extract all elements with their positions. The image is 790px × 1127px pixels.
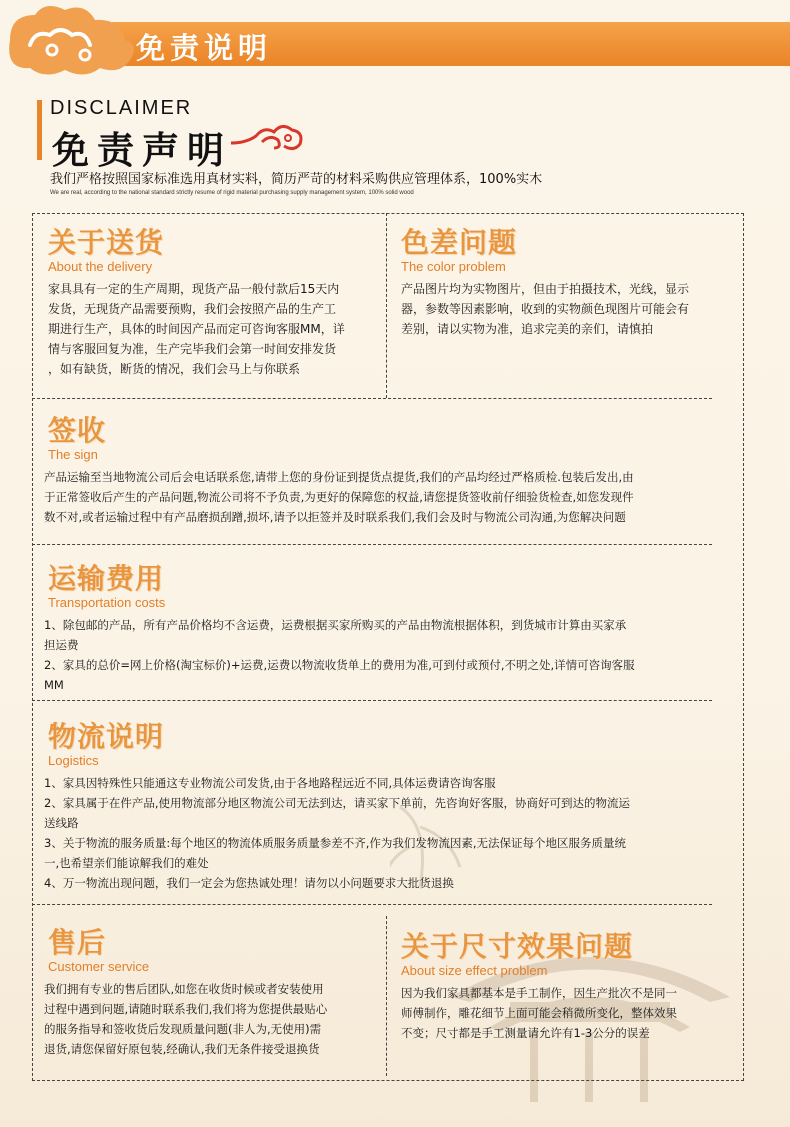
section-subtitle: Transportation costs (48, 595, 166, 610)
divider-h1 (32, 398, 712, 399)
cloud-swirl-icon (226, 118, 306, 158)
body-line: 我们拥有专业的售后团队,如您在收货时候或者安装使用 (44, 982, 324, 996)
body-line: MM (44, 678, 64, 692)
section-color (401, 226, 737, 339)
body-line: 期进行生产，具体的时间因产品而定可咨询客服MM，详 (48, 322, 345, 336)
divider-h3 (32, 700, 712, 701)
section-body (401, 279, 737, 339)
section-title: 签收 (48, 414, 107, 447)
body-line: 发货，无现货产品需要预购，我们会按照产品的生产工 (48, 302, 337, 316)
section-service (44, 926, 383, 1059)
section-title: 售后 (48, 926, 107, 959)
body-line: 产品图片均为实物图片，但由于拍摄技术，光线，显示 (401, 282, 690, 296)
body-line: 送线路 (44, 816, 79, 830)
header-description: 我们严格按照国家标准选用真材实料，简历严苛的材料采购供应管理体系，100%实木 (50, 172, 543, 187)
body-line: 因为我们家具都基本是手工制作，因生产批次不是同一 (401, 986, 677, 1000)
section-title: 关于尺寸效果问题 (401, 930, 634, 963)
body-line: 1、除包邮的产品，所有产品价格均不含运费，运费根据买家所购买的产品由物流根据体积，到货城市计算由买家承 (44, 618, 627, 632)
body-line: 师傅制作，雕花细节上面可能会稍微所变化，整体效果 (401, 1006, 677, 1020)
section-delivery (48, 226, 383, 379)
section-body (401, 983, 737, 1043)
body-line: 2、家具的总价=网上价格(淘宝标价)+运费,运费以物流收货单上的费用为准,可到付或预付,不明之处,详情可咨询客服 (44, 658, 635, 672)
section-body (44, 467, 738, 527)
body-line: ，如有缺货，断货的情况，我们会马上与你联系 (48, 362, 301, 376)
body-line: 退货,请您保留好原包装,经确认,我们无条件接受退换货 (44, 1042, 320, 1056)
section-subtitle: About size effect problem (401, 963, 548, 978)
body-line: 一,也希望亲们能谅解我们的难处 (44, 856, 209, 870)
section-subtitle: Customer service (48, 959, 150, 974)
header-en-title: DISCLAIMER (50, 97, 193, 119)
divider-h4 (32, 904, 712, 905)
body-line: 过程中遇到问题,请随时联系我们,我们将为您提供最贴心 (44, 1002, 328, 1016)
section-body (44, 773, 738, 893)
divider-vertical-top (386, 213, 387, 398)
body-line: 4、万一物流出现问题，我们一定会为您热诚处理！请勿以小问题要求大批货退换 (44, 876, 454, 890)
banner-title: 免责说明 (136, 31, 273, 65)
section-subtitle: The color problem (401, 259, 506, 274)
divider-h2 (32, 544, 712, 545)
body-line: 不变；尺寸都是手工测量请允许有1-3公分的误差 (401, 1026, 650, 1040)
section-subtitle: The sign (48, 447, 98, 462)
top-banner (0, 0, 790, 80)
body-line: 家具具有一定的生产周期，现货产品一般付款后15天内 (48, 282, 340, 296)
body-line: 差别，请以实物为准，追求完美的亲们，请慎拍 (401, 322, 654, 336)
body-line: 3、关于物流的服务质量:每个地区的物流体质服务质量参差不齐,作为我们发物流因素,无法保证每个地区服务质量统 (44, 836, 626, 850)
body-line: 担运费 (44, 638, 79, 652)
section-title: 物流说明 (48, 720, 165, 753)
body-line: 产品运输至当地物流公司后会电话联系您,请带上您的身份证到提货点提货,我们的产品均经过严格质检.包装后发出,由 (44, 470, 634, 484)
section-title: 色差问题 (401, 226, 518, 259)
body-line: 的服务指导和签收货后发现质量问题(非人为,无使用)需 (44, 1022, 322, 1036)
section-title: 运输费用 (48, 562, 165, 595)
body-line: 1、家具因特殊性只能通这专业物流公司发货,由于各地路程远近不同,具体运费请咨询客服 (44, 776, 496, 790)
body-line: 器，参数等因素影响，收到的实物颜色现图片可能会有 (401, 302, 690, 316)
body-line: 数不对,或者运输过程中有产品磨损刮蹭,损坏,请予以拒签并及时联系我们,我们会及时与物流公司沟通,为您解决问题 (44, 510, 626, 524)
divider-vertical-bottom (386, 916, 387, 1076)
body-line: 情与客服回复为准，生产完毕我们会第一时间安排发货 (48, 342, 337, 356)
body-line: 于正常签收后产生的产品问题,物流公司将不予负责,为更好的保障您的权益,请您提货签收前仔细验货检查,如您发现件 (44, 490, 634, 504)
body-line: 2、家具属于在件产品,使用物流部分地区物流公司无法到达，请买家下单前，先咨询好客服，协商好可到达的物流运 (44, 796, 630, 810)
section-size (401, 930, 737, 1043)
section-subtitle: Logistics (48, 753, 99, 768)
cloud-ornament-icon (0, 0, 140, 80)
section-title: 关于送货 (48, 226, 165, 259)
header-small-text: We are real, according to the national standard strictly resume of rigid material purchasing supply management system, 100% solid wood (50, 190, 414, 196)
header-cn-title: 免责声明 (52, 129, 232, 172)
section-sign (44, 414, 738, 527)
section-transport (44, 562, 738, 695)
section-body (44, 615, 738, 695)
section-body (44, 979, 383, 1059)
section-logistics (44, 720, 738, 893)
section-subtitle: About the delivery (48, 259, 153, 274)
section-body (48, 279, 383, 379)
header-accent-bar (37, 100, 42, 160)
